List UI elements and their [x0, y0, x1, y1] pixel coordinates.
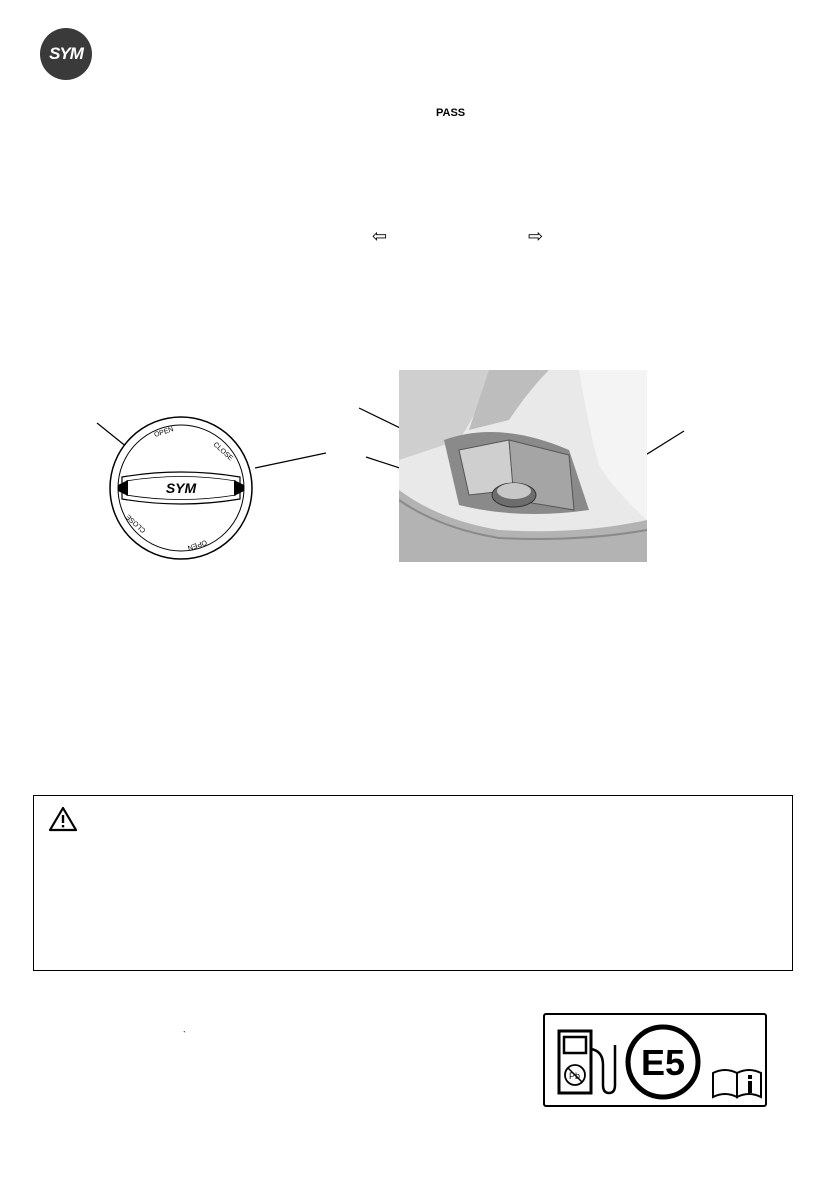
stray-mark: `	[183, 1030, 186, 1040]
e5-fuel-label-graphic	[545, 1015, 765, 1105]
cap-open-bottom: OPEN	[186, 538, 208, 551]
fuel-pump-icon	[559, 1031, 615, 1093]
fuel-cap-illustration	[108, 415, 254, 561]
arrow-right-icon: ⇨	[528, 226, 544, 246]
cap-close-left: CLOSE	[125, 512, 148, 534]
cap-close-right: CLOSE	[211, 441, 234, 463]
e5-text: E5	[640, 1042, 686, 1083]
warning-triangle-icon	[48, 806, 78, 832]
logo-text: SYM	[49, 44, 83, 63]
sym-logo	[40, 28, 92, 80]
pb-text: Pb	[569, 1071, 581, 1081]
fuel-compartment-photo	[399, 370, 647, 562]
e5-circle-icon	[628, 1027, 698, 1097]
callout-line-2	[255, 453, 326, 468]
warning-box	[33, 795, 793, 971]
manual-info-icon	[713, 1070, 761, 1097]
pass-label: PASS	[436, 107, 466, 119]
arrow-left-icon: ⇦	[372, 226, 388, 246]
e5-fuel-label	[543, 1013, 767, 1107]
cap-open-top: OPEN	[153, 426, 175, 439]
cap-center-text: SYM	[165, 480, 197, 496]
